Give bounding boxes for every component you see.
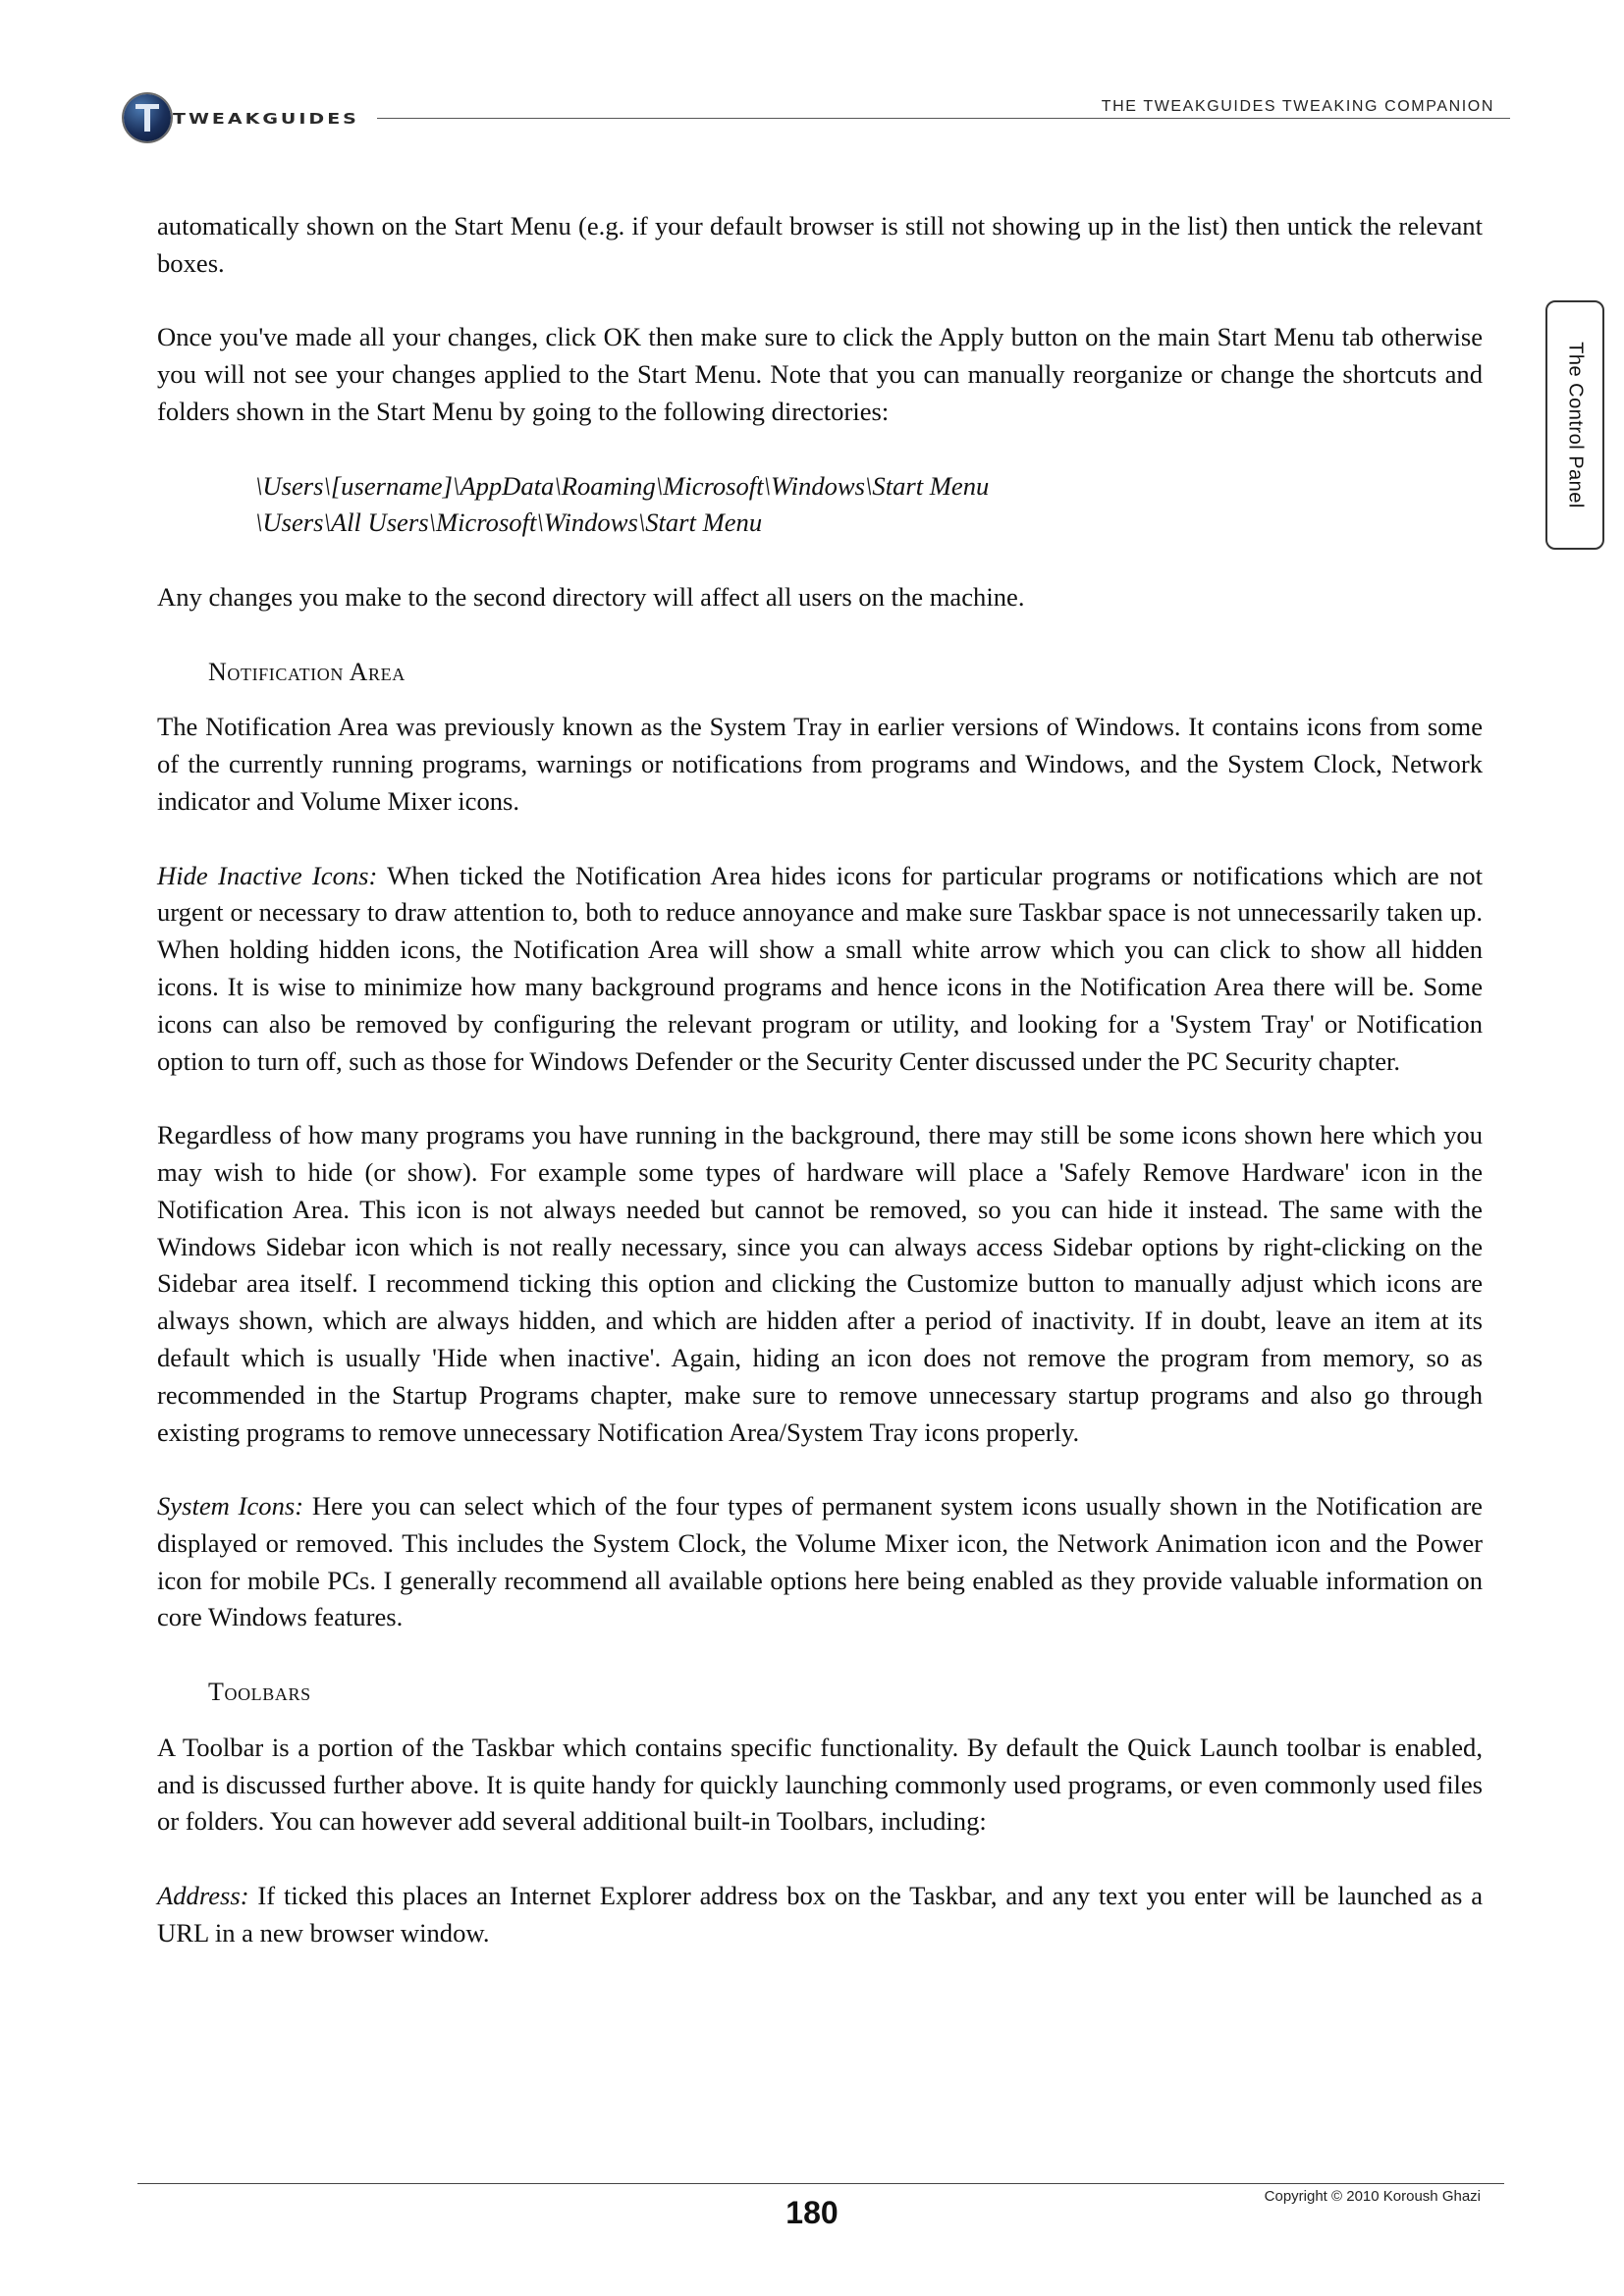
paragraph-hide-show-icons: Regardless of how many programs you have running in the background, there may still be some icons shown here which you may wish to hide (or show). For example some types of hardware will place a 'Safely Remove Hardware' icon in the Notification Area. This icon is not always needed but cannot be removed, so you can hide it instead. The same with the Windows Sidebar icon which is not really necessary, since you can always access Sidebar options by right-clicking on the Sidebar area itself. I recommend ticking this option and clicking the Customize button to manually adjust which icons are always shown, which are always hidden, and which are hidden after a period of inactivity. If in doubt, leave an item at its default which is usually 'Hide when inactive'. Again, hiding an icon does not remove the program from memory, so as recommended in the Startup Programs chapter, make sure to remove unnecessary startup programs and also go through existing programs to remove unnecessary Notification Area/System Tray icons properly.: [157, 1120, 1483, 1447]
running-header-title: THE TWEAKGUIDES TWEAKING COMPANION: [1101, 98, 1494, 115]
paragraph-apply-changes: Once you've made all your changes, click OK then make sure to click the Apply button on the main Start Menu tab otherwise you will not see your changes applied to the Start Menu. Note that you can manually reorganize or change the shortcuts and folders shown in the Start Menu by going to the following directories:: [157, 322, 1483, 426]
copyright-notice: Copyright © 2010 Koroush Ghazi: [1264, 2188, 1481, 2205]
header-rule: [377, 118, 1510, 119]
term-hide-inactive-icons: Hide Inactive Icons:: [157, 860, 378, 890]
directory-path-user: \Users\[username]\AppData\Roaming\Microsoft\Windows\Start Menu: [255, 470, 990, 501]
term-address: Address:: [157, 1881, 249, 1911]
page-number: 180: [785, 2195, 839, 2230]
logo-t-glyph-icon: [135, 104, 159, 132]
paragraph-address-toolbar: [157, 1878, 1483, 1952]
paragraph-start-menu-continued: automatically shown on the Start Menu (e.g. if your default browser is still not showing up in the list) then untick the relevant boxes.: [157, 211, 1483, 278]
paragraph-hide-inactive-icons: [157, 858, 1483, 1081]
paragraph-hide-inactive-icons-text: When ticked the Notification Area hides icons for particular programs or notifications which are not urgent or necessary to draw attention to, both to reduce annoyance and make sure Taskbar space is not unnecessarily taken up. When holding hidden icons, the Notification Area will show a small white arrow which you can click to show all hidden icons. It is wise to minimize how many background programs and hence icons in the Notification Area there will be. Some icons can also be removed by configuring the relevant program or utility, and looking for a 'System Tray' or Notification option to turn off, such as those for Windows Defender or the Security Center discussed under the PC Security chapter.: [157, 860, 1483, 1076]
paragraph-notification-area-intro: The Notification Area was previously known as the System Tray in earlier versions of Windows. It contains icons from some of the currently running programs, warnings or notifications from programs and Windows, and the System Clock, Network indicator and Volume Mixer icons.: [157, 712, 1483, 816]
directory-paths: [255, 468, 1483, 543]
paragraph-system-icons: [157, 1488, 1483, 1636]
logo-wordmark: TWEAKGUIDES: [173, 110, 359, 128]
footer-rule: [137, 2183, 1504, 2184]
paragraph-toolbars-intro: A Toolbar is a portion of the Taskbar which contains specific functionality. By default the Quick Launch toolbar is enabled, and is discussed further above. It is quite handy for quickly launching commonly used programs, or even commonly used files or folders. You can however add several additional built-in Toolbars, including:: [157, 1732, 1483, 1837]
section-heading-notification-area: Notification Area: [208, 657, 406, 686]
chapter-side-tab-label: The Control Panel: [1564, 342, 1587, 508]
tweakguides-logo: [124, 94, 379, 145]
paragraph-address-toolbar-text: If ticked this places an Internet Explorer address box on the Taskbar, and any text you enter will be launched as a URL in a new browser window.: [157, 1881, 1483, 1948]
chapter-side-tab: [1545, 300, 1604, 550]
directory-path-all-users: \Users\All Users\Microsoft\Windows\Start Menu: [255, 507, 763, 538]
logo-emblem-icon: [124, 94, 171, 141]
term-system-icons: System Icons:: [157, 1491, 304, 1522]
paragraph-system-icons-text: Here you can select which of the four types of permanent system icons usually shown in the Notification are displayed or removed. This includes the System Clock, the Volume Mixer icon, the Network Animation icon and the Power icon for mobile PCs. I generally recommend all available options here being enabled as they provide valuable information on core Windows features.: [157, 1491, 1483, 1632]
section-heading-toolbars: Toolbars: [208, 1678, 311, 1707]
page-body: [157, 208, 1483, 1952]
paragraph-all-users-note: Any changes you make to the second directory will affect all users on the machine.: [157, 581, 1025, 612]
